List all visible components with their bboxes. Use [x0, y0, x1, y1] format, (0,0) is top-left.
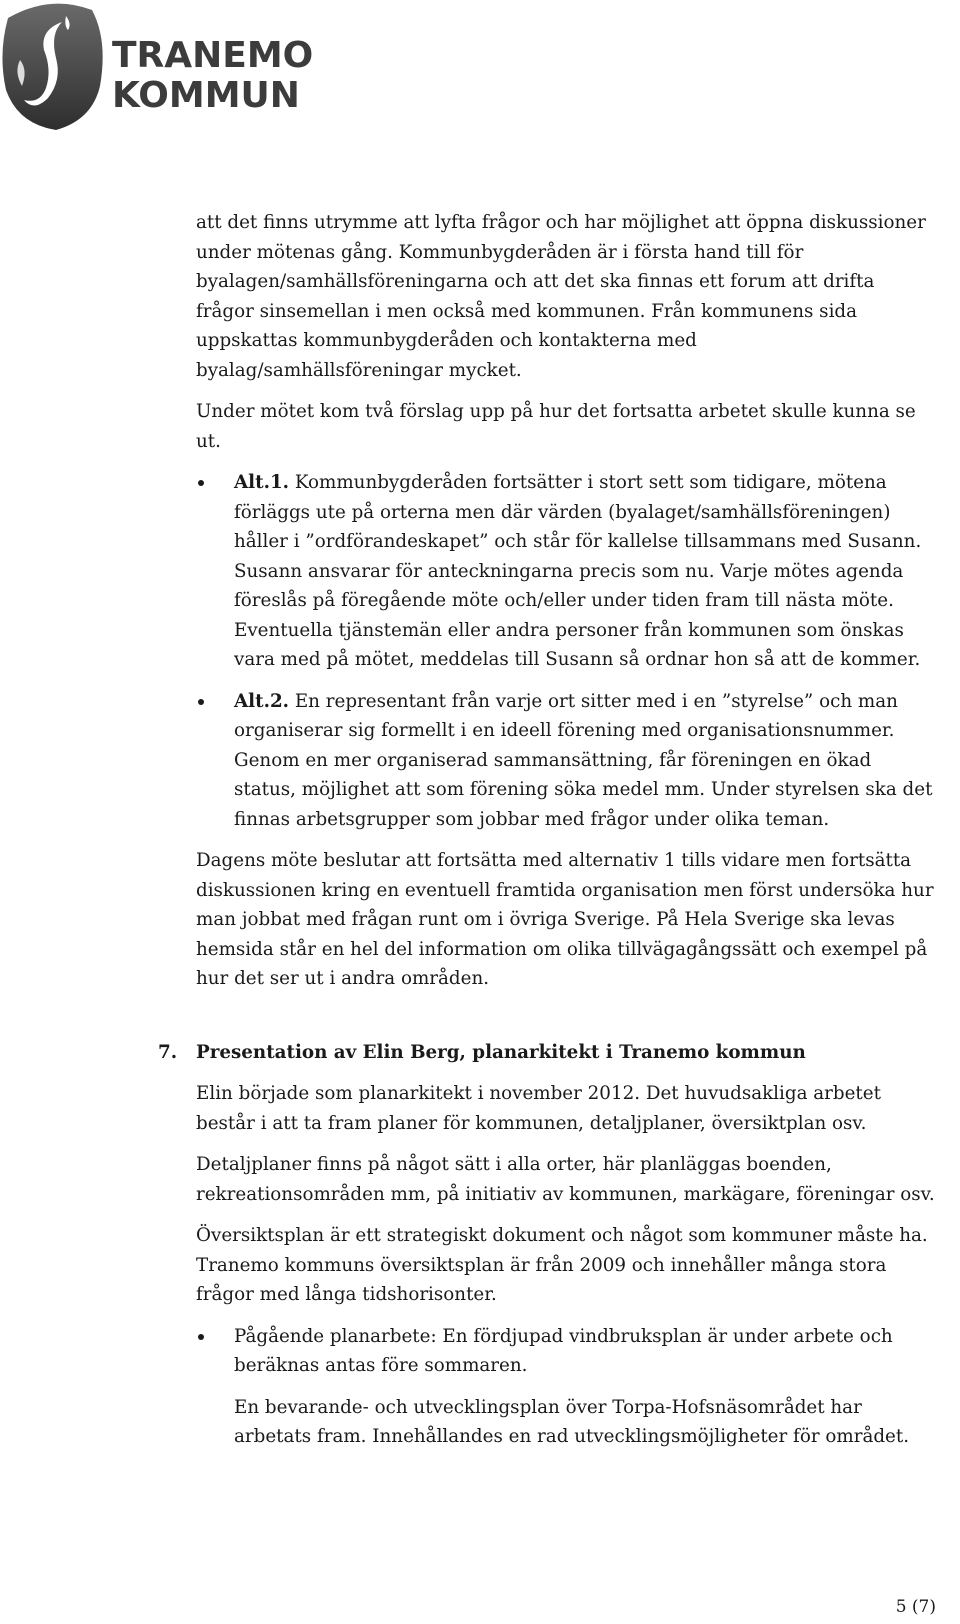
paragraph: Under mötet kom två förslag upp på hur det fortsatta arbetet skulle kunna se ut. — [196, 401, 916, 452]
alt-label: Alt.2. — [234, 690, 290, 712]
paragraph: Detaljplaner finns på något sätt i alla orter, här planläggas boenden, rekreationsområden mm, på initiativ av kommunen, markägare, föreningar osv. — [196, 1154, 935, 1205]
bullet-text: Pågående planarbete: En fördjupad vindbruksplan är under arbete och beräknas antas före sommaren. — [234, 1325, 893, 1376]
plan-work-list — [196, 1322, 936, 1381]
paragraph: Översiktsplan är ett strategiskt dokument och något som kommuner måste ha. Tranemo kommuns översiktsplan är från 2009 och innehåller många stora frågor med långa tidshorisonter. — [196, 1225, 928, 1305]
decision-paragraph: Dagens möte beslutar att fortsätta med alternativ 1 tills vidare men fortsätta diskussionen kring en eventuell framtida organisation men först undersöka hur man jobbat med frågan runt om i övriga Sverige. På Hela Sverige ska levas hemsida står en hel del information om olika tillvägagångssätt och exempel på hur det ser ut i andra områden. — [196, 850, 934, 989]
section-number: 7. — [158, 1041, 178, 1063]
page-number: 5 (7) — [895, 1597, 936, 1617]
section-7 — [158, 1038, 936, 1452]
logo-wordmark — [112, 36, 313, 116]
sub-paragraph: En bevarande- och utvecklingsplan över Torpa-Hofsnäsområdet har arbetats fram. Innehållandes en rad utvecklingsmöjligheter för området. — [234, 1396, 910, 1447]
logo-line-1: TRANEMO — [112, 35, 314, 76]
alt-text: En representant från varje ort sitter med i en ”styrelse” och man organiserar sig formellt i en ideell förening med organisationsnummer. Genom en mer organiserad sammansättning, får föreningen en ökad status, möjlighet att som förening söka medel mm. Under styrelsen ska det finnas arbetsgrupper som jobbar med frågor under olika teman. — [234, 690, 933, 830]
bullet-icon — [198, 1334, 204, 1340]
list-item — [196, 1322, 936, 1381]
alt-label: Alt.1. — [234, 472, 290, 493]
list-item-alt-1 — [196, 468, 936, 675]
alt-text: Kommunbygderåden fortsätter i stort sett som tidigare, mötena förläggs ute på orterna men där värden (byalaget/samhällsföreningen) håller i ”ordförandeskapet” och står för kallelse tillsammans med Susann. Susann ansvarar för anteckningarna precis som nu. Varje mötes agenda föreslås på föregående möte och/eller under tiden fram till nästa möte. Eventuella tjänstemän eller andra personer från kommunen som önskas vara med på mötet, meddelas till Susann så ordnar hon så att de kommer. — [234, 472, 922, 670]
bullet-icon — [198, 480, 204, 486]
alternatives-list — [196, 468, 936, 834]
crane-emblem-icon — [0, 0, 112, 132]
tranemo-kommun-logo — [0, 0, 314, 135]
logo-line-2: KOMMUN — [112, 75, 300, 116]
list-item-alt-2 — [196, 687, 936, 835]
section-title: Presentation av Elin Berg, planarkitekt i Tranemo kommun — [196, 1041, 806, 1063]
paragraph: Elin började som planarkitekt i november 2012. Det huvudsakliga arbetet består i att ta fram planer för kommunen, detaljplaner, översiktplan osv. — [196, 1083, 881, 1134]
bullet-icon — [198, 699, 204, 705]
paragraph: att det finns utrymme att lyfta frågor och har möjlighet att öppna diskussioner under mötenas gång. Kommunbygderåden är i första hand till för byalagen/samhällsföreningarna och att det ska finnas ett forum att drifta frågor sinsemellan i men också med kommunen. Från kommunens sida uppskattas kommunbygderåden och kontakterna med byalag/samhällsföreningar mycket. — [196, 212, 926, 381]
document-body — [158, 208, 936, 1464]
